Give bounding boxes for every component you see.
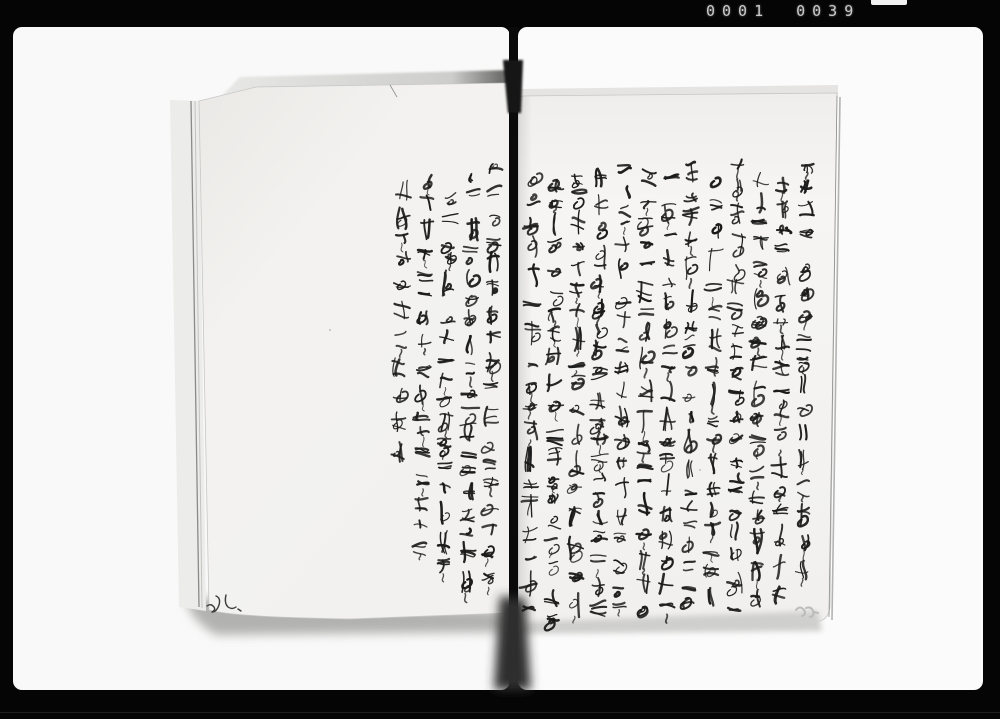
counter-right-value: 0039 [796,2,861,20]
right-page-gutter-shading [518,96,532,624]
left-page [199,83,510,619]
counter-left-value: 0001 [706,2,771,20]
paper-speck [329,329,331,331]
right-page [518,93,837,625]
gutter-divider [509,27,518,690]
paper-speck [699,469,701,471]
film-seam-line [0,712,1000,713]
